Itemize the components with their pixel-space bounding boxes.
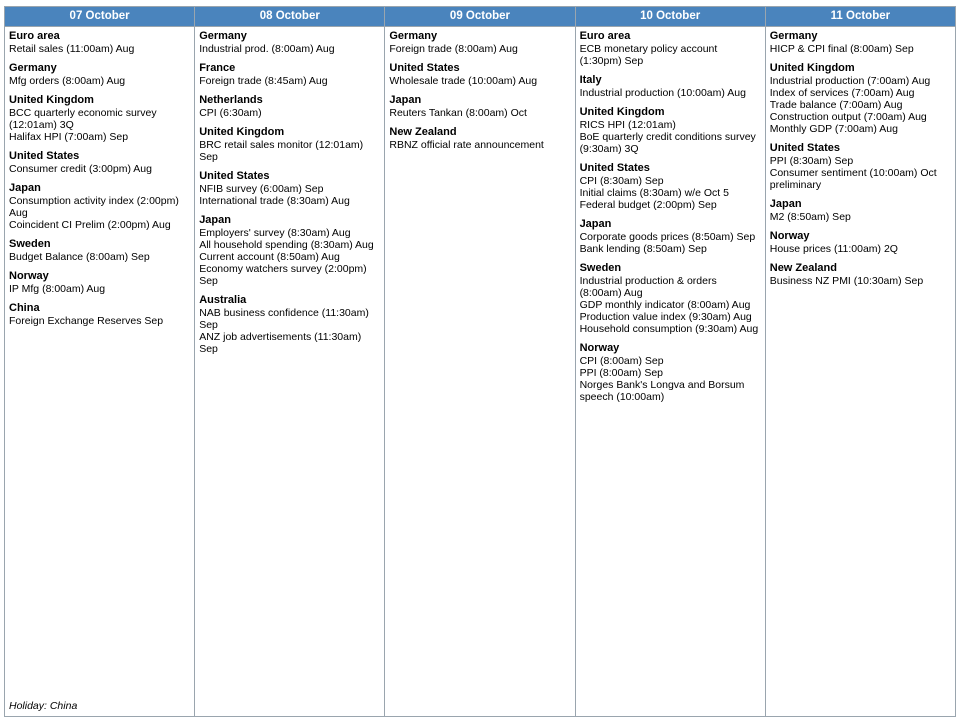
event-item: Retail sales (11:00am) Aug	[9, 43, 135, 55]
column-header-day-4: 10 October	[575, 7, 765, 27]
event-item: Production value index (9:30am) Aug	[579, 311, 752, 323]
event-item: Foreign trade (8:00am) Aug	[389, 43, 518, 55]
event-item: Foreign Exchange Reserves Sep	[9, 315, 164, 327]
day-column-5-content	[770, 30, 951, 714]
event-item: NAB business confidence (11:30am) Sep	[199, 307, 369, 331]
event-item: All household spending (8:30am) Aug	[199, 239, 374, 251]
country-group-label: New Zealand	[769, 262, 837, 274]
country-group-label: France	[199, 62, 236, 74]
country-group-label: Netherlands	[199, 94, 263, 106]
event-item: International trade (8:30am) Aug	[199, 195, 350, 207]
country-group-label: Japan	[769, 198, 802, 210]
holiday-note: Holiday: China	[9, 700, 78, 712]
day-column-1-content	[9, 30, 190, 714]
event-item: GDP monthly indicator (8:00am) Aug	[579, 299, 751, 311]
day-column-4	[575, 27, 765, 717]
event-item: Mfg orders (8:00am) Aug	[9, 75, 126, 87]
country-group-label: Germany	[9, 62, 57, 74]
column-header-day-5: 11 October	[765, 7, 955, 27]
country-group-label: Australia	[199, 294, 247, 306]
column-header-day-3: 09 October	[385, 7, 575, 27]
column-header-day-2: 08 October	[195, 7, 385, 27]
country-group-label: United States	[389, 62, 460, 74]
event-item: Halifax HPI (7:00am) Sep	[9, 131, 129, 143]
country-group-label: United Kingdom	[769, 62, 855, 74]
country-group-label: Euro area	[9, 30, 60, 42]
event-item: Economy watchers survey (2:00pm) Sep	[199, 263, 367, 287]
country-group-label: Germany	[769, 30, 818, 42]
event-item: CPI (8:30am) Sep	[579, 175, 664, 187]
event-item: Household consumption (9:30am) Aug	[579, 323, 759, 335]
event-item: House prices (11:00am) 2Q	[769, 243, 898, 255]
event-item: Employers' survey (8:30am) Aug	[199, 227, 351, 239]
event-item: Current account (8:50am) Aug	[199, 251, 340, 263]
country-group-label: Germany	[199, 30, 247, 42]
country-group-label: United States	[199, 170, 270, 182]
event-item: Industrial production (7:00am) Aug	[769, 75, 931, 87]
event-item: Bank lending (8:50am) Sep	[579, 243, 707, 255]
event-item: Reuters Tankan (8:00am) Oct	[389, 107, 527, 119]
event-item: Industrial prod. (8:00am) Aug	[199, 43, 335, 55]
event-item: Trade balance (7:00am) Aug	[769, 99, 903, 111]
country-group-label: Norway	[769, 230, 810, 242]
country-group-label: United Kingdom	[199, 126, 285, 138]
day-column-5	[765, 27, 955, 717]
day-column-3-content	[389, 30, 570, 714]
event-item: PPI (8:00am) Sep	[579, 367, 664, 379]
column-header-day-1: 07 October	[5, 7, 195, 27]
day-column-4-content	[580, 30, 761, 714]
day-column-2	[195, 27, 385, 717]
event-item: Consumer sentiment (10:00am) Oct preliminary	[769, 167, 937, 191]
event-item: IP Mfg (8:00am) Aug	[9, 283, 106, 295]
event-item: PPI (8:30am) Sep	[769, 155, 854, 167]
event-item: Norges Bank's Longva and Borsum speech (10:00am)	[579, 379, 745, 403]
event-item: Monthly GDP (7:00am) Aug	[769, 123, 898, 135]
event-item: Corporate goods prices (8:50am) Sep	[579, 231, 756, 243]
event-item: Industrial production (10:00am) Aug	[579, 87, 746, 99]
day-column-2-content	[199, 30, 380, 714]
calendar-body-row	[5, 27, 956, 717]
event-item: RBNZ official rate announcement	[389, 139, 544, 151]
event-item: Index of services (7:00am) Aug	[769, 87, 915, 99]
country-group-label: United Kingdom	[579, 106, 665, 118]
event-item: Budget Balance (8:00am) Sep	[9, 251, 150, 263]
event-item: BRC retail sales monitor (12:01am) Sep	[199, 139, 364, 163]
country-group-label: Norway	[579, 342, 620, 354]
country-group-label: Sweden	[579, 262, 622, 274]
country-group-label: Japan	[9, 182, 41, 194]
calendar-header-row	[5, 7, 956, 27]
event-item: BoE quarterly credit conditions survey (9:30am) 3Q	[579, 131, 756, 155]
country-group-label: Japan	[199, 214, 231, 226]
day-column-3	[385, 27, 575, 717]
event-item: ECB monetary policy account (1:30pm) Sep	[579, 43, 718, 67]
event-item: Federal budget (2:00pm) Sep	[579, 199, 717, 211]
country-group-label: Euro area	[579, 30, 631, 42]
event-item: Coincident CI Prelim (2:00pm) Aug	[9, 219, 171, 231]
calendar-table	[4, 6, 956, 717]
country-group-label: New Zealand	[389, 126, 457, 138]
day-column-1	[5, 27, 195, 717]
country-group-label: United States	[769, 142, 841, 154]
event-item: Initial claims (8:30am) w/e Oct 5	[579, 187, 729, 199]
event-item: Business NZ PMI (10:30am) Sep	[769, 275, 924, 287]
event-item: BCC quarterly economic survey (12:01am) 3Q	[9, 107, 157, 131]
event-item: Industrial production & orders (8:00am) Aug	[579, 275, 717, 299]
country-group-label: United Kingdom	[9, 94, 94, 106]
country-group-label: Norway	[9, 270, 49, 282]
country-group-label: United States	[579, 162, 650, 174]
event-item: Consumer credit (3:00pm) Aug	[9, 163, 152, 175]
event-item: CPI (8:00am) Sep	[579, 355, 664, 367]
country-group-label: Sweden	[9, 238, 51, 250]
country-group-label: Italy	[579, 74, 602, 86]
event-item: Wholesale trade (10:00am) Aug	[389, 75, 538, 87]
event-item: Construction output (7:00am) Aug	[769, 111, 927, 123]
country-group-label: Japan	[579, 218, 612, 230]
event-item: ANZ job advertisements (11:30am) Sep	[199, 331, 362, 355]
event-item: CPI (6:30am)	[199, 107, 262, 119]
event-item: Consumption activity index (2:00pm) Aug	[9, 195, 179, 219]
country-group-label: Japan	[389, 94, 422, 106]
event-item: HICP & CPI final (8:00am) Sep	[769, 43, 914, 55]
event-item: RICS HPI (12:01am)	[579, 119, 676, 131]
country-group-label: United States	[9, 150, 80, 162]
event-item: M2 (8:50am) Sep	[769, 211, 851, 223]
event-item: Foreign trade (8:45am) Aug	[199, 75, 328, 87]
event-item: NFIB survey (6:00am) Sep	[199, 183, 324, 195]
country-group-label: China	[9, 302, 40, 314]
country-group-label: Germany	[389, 30, 438, 42]
